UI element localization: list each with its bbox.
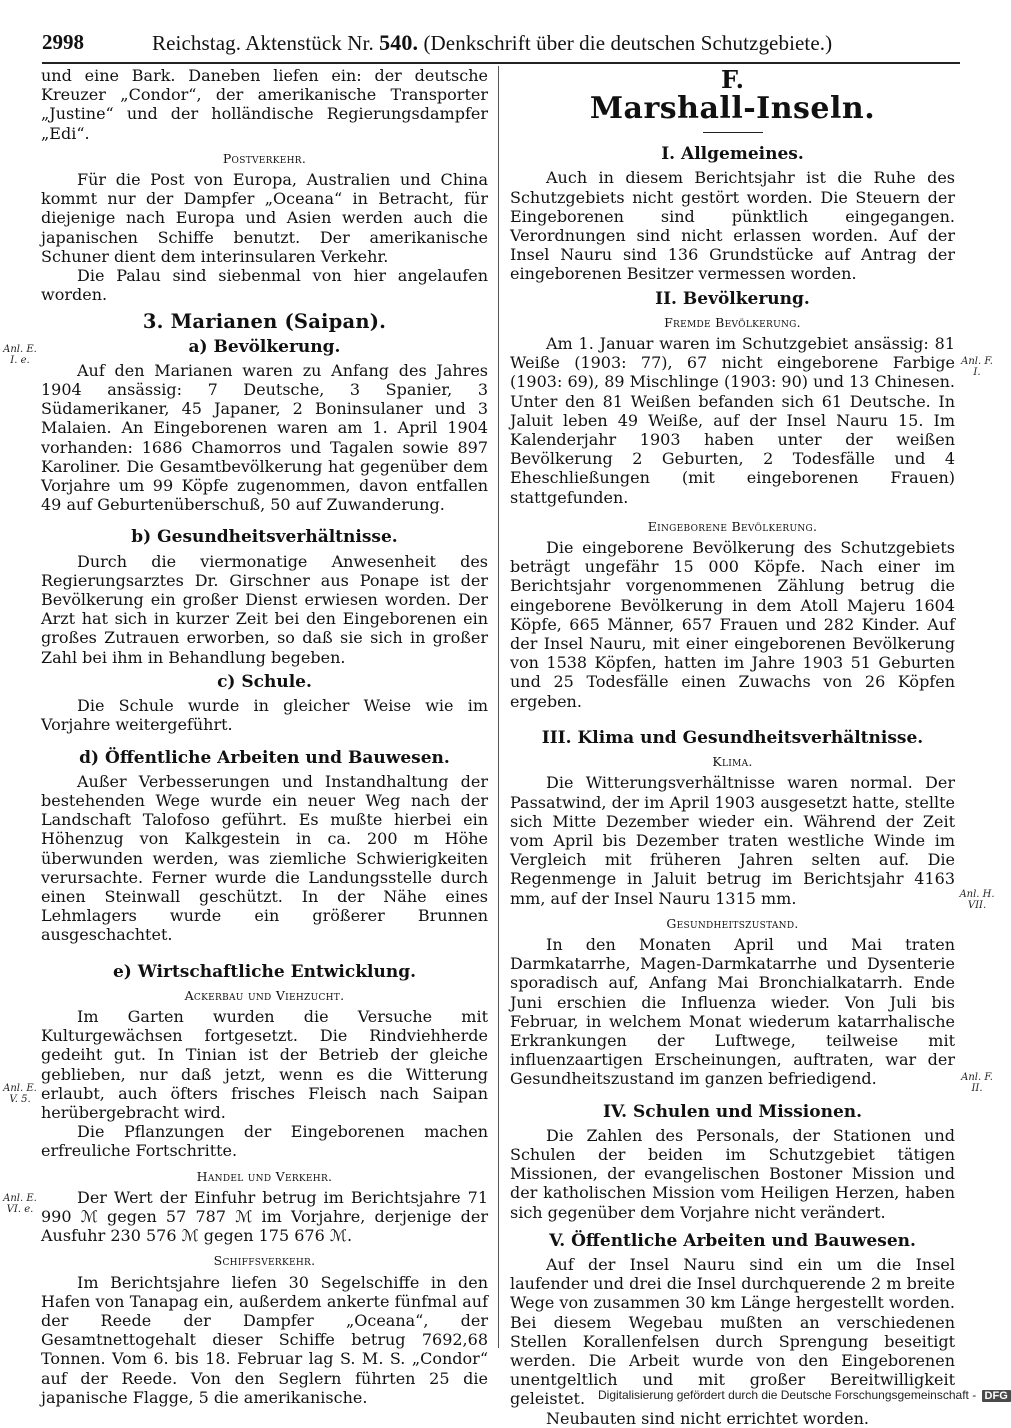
- paragraph: Für die Post von Europa, Australien und China kommt nur der Dampfer „Oceana“ in Betracht, für diejenige nach Europa und Asien werden auch die japanischen Schiffe benutzt. Der amerikanische Schuner dient dem interinsularen Verkehr.: [41, 170, 488, 266]
- header-doc-number: 540.: [379, 30, 419, 55]
- paragraph: Durch die viermonatige Anwesenheit des Regierungsarztes Dr. Girschner aus Ponape ist der Bevölkerung ein großer Dienst erwiesen worden. Der Arzt hat sich in kurzer Zeit bei den Eingeborenen ein großes Zutrauen erworben, so daß sie sich in großer Zahl bei ihm in Behandlung begeben.: [41, 551, 488, 667]
- paragraph: Auch in diesem Berichtsjahr ist die Ruhe des Schutzgebiets nicht gestört worden. Die Steuern der Eingeborenen sind pünktlich eingegangen. Verordnungen sind nicht erlassen worden. Auf der Insel Nauru sind 136 Grundstücke auf Antrag der eingeborenen Besitzer vermessen worden.: [510, 168, 955, 284]
- subsection-heading: d) Öffentliche Arbeiten und Bauwesen.: [79, 747, 450, 768]
- footer-text: Digitalisierung gefördert durch die Deutsche Forschungsgemeinschaft -: [598, 1388, 977, 1402]
- paragraph: Die Schule wurde in gleicher Weise wie im Vorjahre weitergeführt.: [41, 696, 488, 735]
- section-heading: IV. Schulen und Missionen.: [602, 1101, 863, 1122]
- subsection-heading: c) Schule.: [217, 671, 312, 692]
- paragraph: Die Witterungsverhältnisse waren normal. Der Passatwind, der im April 1903 ausgesetzt hatte, stellte sich Mitte Dezember wieder ein. Während der Zeit vom April bis Dezember traten westliche Winde im Vergleich mit früheren Jahren selten auf. Die Regenmenge in Jaluit betrug im Berichtsjahr 4163 mm, auf der Insel Nauru 1315 mm.: [510, 773, 955, 908]
- subsection-heading: Schiffsverkehr.: [213, 1253, 316, 1269]
- paragraph: und eine Bark. Daneben liefen ein: der deutsche Kreuzer „Condor“, der amerikanische Transporter „Justine“ und der holländische Regierungsdampfer „Edi“.: [41, 66, 488, 143]
- paragraph: Die Zahlen des Personals, der Stationen und Schulen der beiden im Schutzgebiet tätigen Missionen, der evangelischen Bostoner Mission und der katholischen Mission vom Heiligen Herzen, haben sich gegenüber dem Vorjahre nicht verändert.: [510, 1125, 955, 1222]
- margin-note: Anl. E. I. e.: [3, 344, 37, 366]
- left-column: [41, 66, 488, 1407]
- header-title-prefix: Reichstag. Aktenstück Nr.: [152, 31, 374, 55]
- chapter-title: Marshall-Inseln.: [589, 91, 876, 127]
- paragraph: Der Wert der Einfuhr betrug im Berichtsjahre 71 990 ℳ gegen 57 787 ℳ im Vorjahre, derjenige der Ausfuhr 230 576 ℳ gegen 175 676 ℳ.: [41, 1187, 488, 1246]
- subsection-heading: Handel und Verkehr.: [196, 1168, 333, 1184]
- subsection-heading: a) Bevölkerung.: [188, 336, 341, 357]
- section-heading: V. Öffentliche Arbeiten und Bauwesen.: [549, 1230, 916, 1251]
- margin-note: Anl. E. VI. e.: [3, 1193, 37, 1215]
- margin-note: Anl. E. V. 5.: [3, 1083, 37, 1105]
- paragraph: Auf der Insel Nauru sind ein um die Insel laufender und drei die Insel durchquerende 2 m breite Wege von zusammen 30 km Länge hergestellt worden. Bei diesem Wegebau mußten an verschiedenen Stellen Korallenfelsen durch Sprengung beseitigt werden. Die Arbeit wurde von den Eingeborenen unentgeltlich und mit großer Bereitwilligkeit geleistet.: [510, 1254, 955, 1409]
- paragraph: Neubauten sind nicht errichtet worden.: [546, 1408, 869, 1428]
- paragraph: Auf den Marianen waren zu Anfang des Jahres 1904 ansässig: 7 Deutsche, 3 Spanier, 3 Südamerikaner, 45 Japaner, 2 Boninsulaner und 3 Malaien. An Eingeborenen waren am 1. April 1904 vorhanden: 1686 Chamorros und Tagalen sowie 897 Karoliner. Die Gesamtbevölkerung hat gegenüber dem Vorjahre um 99 Köpfe zugenommen, davon entfallen 49 auf Geburtenüberschuß, 50 auf Zuwanderung.: [41, 360, 488, 515]
- header-title-suffix: (Denkschrift über die deutschen Schutzgebiete.): [423, 31, 833, 55]
- margin-note: Anl. F. I.: [961, 356, 993, 378]
- section-heading: II. Bevölkerung.: [655, 288, 810, 309]
- paragraph: Außer Verbesserungen und Instandhaltung der bestehenden Wege wurde ein neuer Weg nach der Landschaft Talofoso geführt. Es mußte hierbei ein Höhenzug von Kalkgestein in ca. 200 m Höhe überwunden werden, was ziemliche Schwierigkeiten verursachte. Ferner wurde die Landungsstelle durch einen Steinwall geschützt. In der Nähe eines Lehmlagers wurde ein größerer Brunnen ausgeschachtet.: [41, 771, 488, 945]
- column-divider: [498, 66, 499, 1348]
- paragraph: Die Pflanzungen der Eingeborenen machen erfreuliche Fortschritte.: [41, 1122, 488, 1161]
- subsection-heading: e) Wirtschaftliche Entwicklung.: [112, 961, 417, 982]
- margin-note: Anl. F. II.: [961, 1072, 993, 1094]
- page-header: [42, 30, 960, 58]
- digitization-footer: [598, 1388, 1008, 1402]
- subsection-heading: Klima.: [712, 754, 753, 770]
- subsection-heading: b) Gesundheitsverhältnisse.: [131, 527, 398, 548]
- section-heading: 3. Marianen (Saipan).: [142, 310, 387, 334]
- paragraph: Am 1. Januar waren im Schutzgebiet ansässig: 81 Weiße (1903: 77), 67 nicht eingeborene Farbige (1903: 69), 89 Mischlinge (1903: 90) und 13 Chinesen. Unter den 81 Weißen befanden sich 61 Deutsche. In Jaluit leben 49 Weiße, auf der Insel Nauru 15. Im Kalenderjahr 1903 haben unter der weißen Bevölkerung 2 Geburten, 2 Todesfälle und 4 Eheschließungen (mit eingeborenen Frauen) stattgefunden.: [510, 334, 955, 507]
- subsection-heading: Eingeborene Bevölkerung.: [647, 518, 818, 534]
- subsection-heading: Gesundheitszustand.: [666, 915, 799, 931]
- paragraph: Im Garten wurden die Versuche mit Kulturgewächsen fortgesetzt. Die Rindviehherde gedeiht gut. In Tinian ist der Betrieb der gleiche geblieben, nur daß jetzt, wenn es die Witterung erlaubt, auch öfters frisches Fleisch nach Saipan herübergebracht wird.: [41, 1006, 488, 1122]
- title-rule: [703, 132, 763, 133]
- chapter-letter: F.: [721, 65, 744, 94]
- subsection-heading: Fremde Bevölkerung.: [664, 314, 801, 330]
- section-heading: I. Allgemeines.: [661, 144, 804, 165]
- header-title: [152, 30, 832, 56]
- page-number: 2998: [42, 30, 84, 54]
- dfg-logo: DFG: [982, 1390, 1011, 1402]
- subsection-heading: Ackerbau und Viehzucht.: [184, 987, 345, 1003]
- right-column: [510, 66, 955, 1428]
- paragraph: Die eingeborene Bevölkerung des Schutzgebiets beträgt ungefähr 15 000 Köpfe. Nach einer im Berichtsjahr vorgenommenen Zählung betrug die eingeborene Bevölkerung in dem Atoll Majeru 1604 Köpfe, 665 Männer, 657 Frauen und 282 Kinder. Auf der Insel Nauru, mit einer eingeborenen Bevölkerung von 1538 Köpfen, hatten im Jahre 1903 51 Geburten und 25 Todesfälle einen Zuwachs von 26 Köpfen ergeben.: [510, 538, 955, 711]
- paragraph: In den Monaten April und Mai traten Darmkatarrhe, Magen-Darmkatarrhe und Dysenterie sporadisch auf, Anfang Mai Bronchialkatarrh. Ende Juni erschien die Influenza wieder. Von Juli bis Februar, in welchem Monat wiederum katarrhalische Erkrankungen der Luftwege, teilweise mit influenzaartigen Erscheinungen, auftraten, war der Gesundheitszustand im ganzen befriedigend.: [510, 934, 955, 1089]
- section-heading: III. Klima und Gesundheitsverhältnisse.: [541, 727, 924, 748]
- paragraph: Die Palau sind siebenmal von hier angelaufen worden.: [41, 266, 488, 305]
- paragraph: Im Berichtsjahre liefen 30 Segelschiffe in den Hafen von Tanapag ein, außerdem ankerte fünfmal auf der Reede der Dampfer „Oceana“, der Gesamtnettogehalt dieser Schiffe betrug 7692,68 Tonnen. Vom 6. bis 18. Februar lag S. M. S. „Condor“ auf der Reede. Von den Seglern führten 25 die japanische Flagge, 5 die amerikanische.: [41, 1272, 488, 1407]
- subsection-heading: Postverkehr.: [222, 150, 307, 166]
- margin-note: Anl. H. VII.: [959, 889, 995, 911]
- header-rule: [42, 62, 960, 64]
